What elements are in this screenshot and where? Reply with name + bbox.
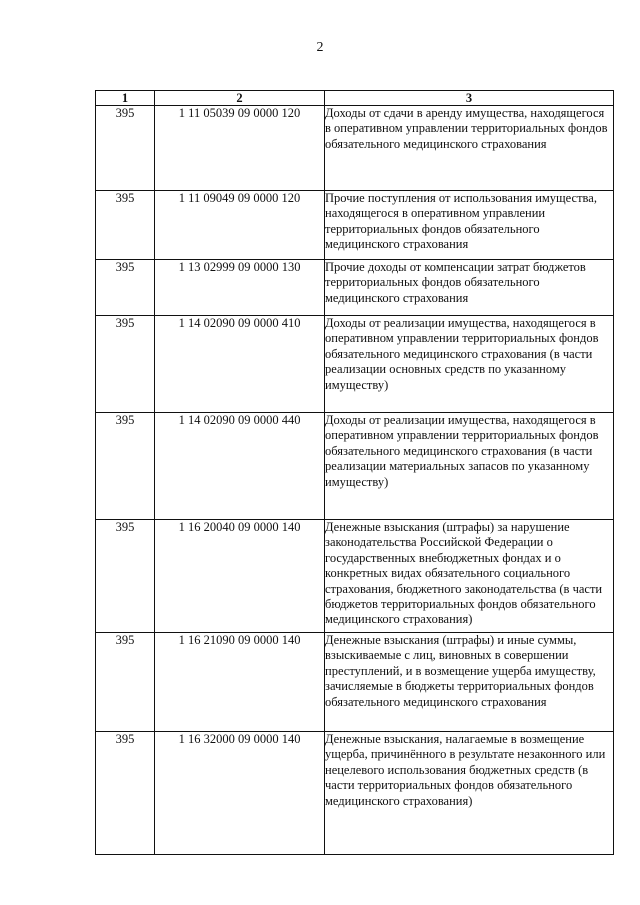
revenue-code-cell: 1 16 21090 09 0000 140 xyxy=(155,633,325,732)
revenue-code-cell: 1 14 02090 09 0000 440 xyxy=(155,413,325,520)
owner-code-cell: 395 xyxy=(96,732,155,855)
owner-code-cell: 395 xyxy=(96,316,155,413)
description-cell: Доходы от сдачи в аренду имущества, находящегося в оперативном управлении территориальных фондов обязательного медицинского страхования xyxy=(325,106,614,191)
owner-code-cell: 395 xyxy=(96,106,155,191)
table-row xyxy=(96,106,614,191)
description-cell: Прочие доходы от компенсации затрат бюджетов территориальных фондов обязательного медицинского страхования xyxy=(325,260,614,316)
revenue-code-cell: 1 16 32000 09 0000 140 xyxy=(155,732,325,855)
owner-code-cell: 395 xyxy=(96,520,155,633)
table-row xyxy=(96,191,614,260)
owner-code-cell: 395 xyxy=(96,260,155,316)
table-row xyxy=(96,633,614,732)
revenue-code-cell: 1 14 02090 09 0000 410 xyxy=(155,316,325,413)
description-cell: Денежные взыскания (штрафы) за нарушение законодательства Российской Федерации о государственных внебюджетных фондах и о конкретных видах обязательного социального страхования, бюджетного законодательства (в части бюджетов территориальных фондов обязательного медицинского страхования) xyxy=(325,520,614,633)
description-cell: Доходы от реализации имущества, находящегося в оперативном управлении территориальных фондов обязательного медицинского страхования (в части реализации основных средств по указанному имуществу) xyxy=(325,316,614,413)
column-header-2: 2 xyxy=(155,91,325,106)
column-header-1: 1 xyxy=(96,91,155,106)
page-number: 2 xyxy=(316,40,324,55)
revenue-code-cell: 1 16 20040 09 0000 140 xyxy=(155,520,325,633)
revenue-codes-table xyxy=(95,90,614,855)
description-cell: Доходы от реализации имущества, находящегося в оперативном управлении территориальных фондов обязательного медицинского страхования (в части реализации материальных запасов по указанному имуществу) xyxy=(325,413,614,520)
table-row xyxy=(96,732,614,855)
table-header-row xyxy=(96,91,614,106)
description-cell: Прочие поступления от использования имущества, находящегося в оперативном управлении территориальных фондов обязательного медицинского страхования xyxy=(325,191,614,260)
owner-code-cell: 395 xyxy=(96,633,155,732)
revenue-code-cell: 1 13 02999 09 0000 130 xyxy=(155,260,325,316)
table-row xyxy=(96,520,614,633)
revenue-code-cell: 1 11 05039 09 0000 120 xyxy=(155,106,325,191)
table-row xyxy=(96,316,614,413)
table-row xyxy=(96,413,614,520)
description-cell: Денежные взыскания, налагаемые в возмещение ущерба, причинённого в результате незаконного или нецелевого использования бюджетных средств (в части территориальных фондов обязательного медицинского страхования) xyxy=(325,732,614,855)
description-cell: Денежные взыскания (штрафы) и иные суммы, взыскиваемые с лиц, виновных в совершении преступлений, и в возмещение ущерба имуществу, зачисляемые в бюджеты территориальных фондов обязательного медицинского страхования xyxy=(325,633,614,732)
revenue-code-cell: 1 11 09049 09 0000 120 xyxy=(155,191,325,260)
column-header-3: 3 xyxy=(325,91,614,106)
owner-code-cell: 395 xyxy=(96,191,155,260)
owner-code-cell: 395 xyxy=(96,413,155,520)
table-row xyxy=(96,260,614,316)
